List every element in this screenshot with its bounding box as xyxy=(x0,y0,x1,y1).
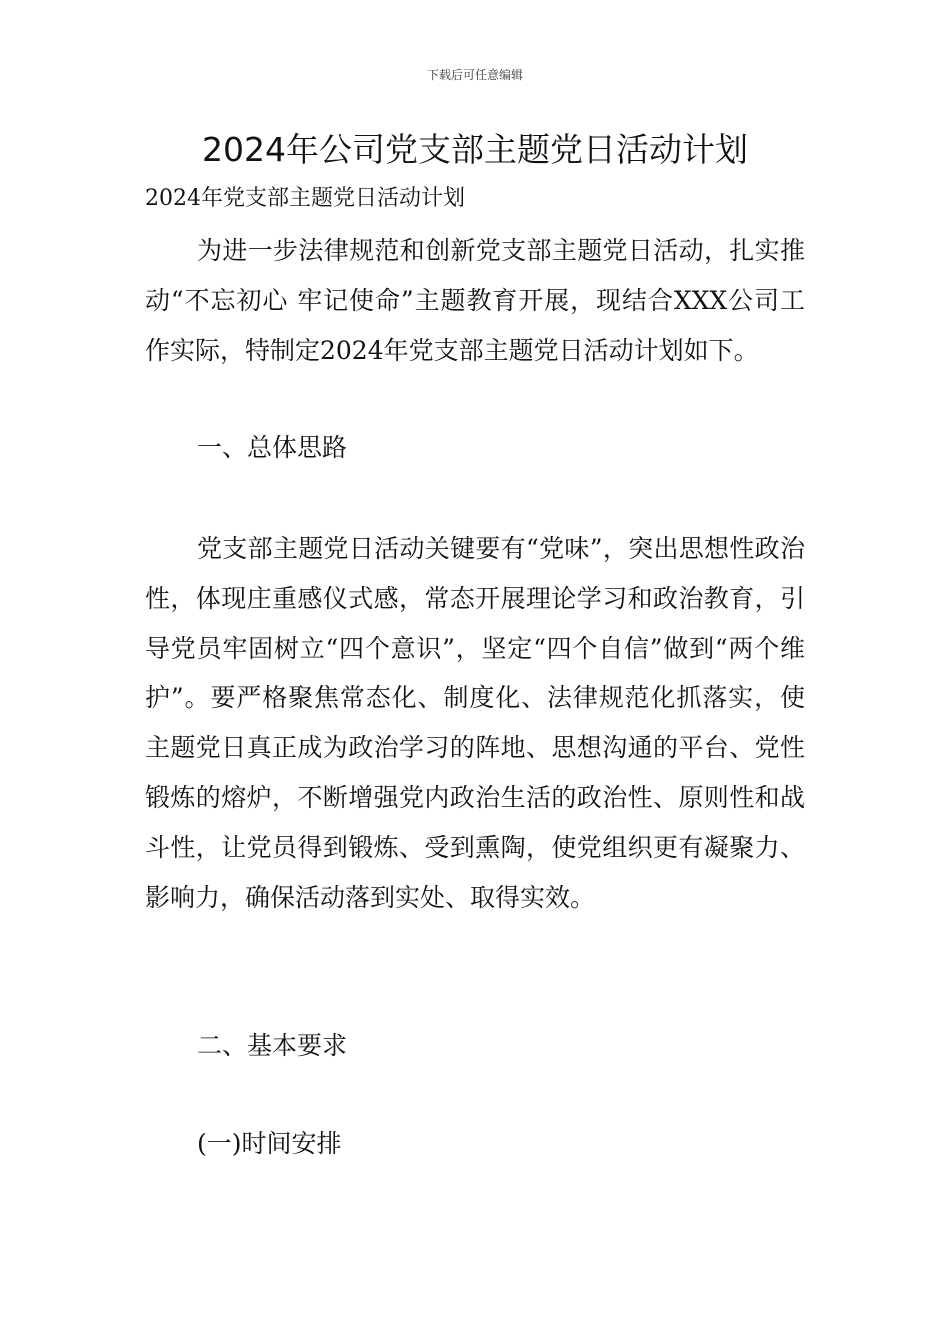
section-heading-basic-requirements: 二、基本要求 xyxy=(197,1031,348,1060)
document-subtitle: 2024年党支部主题党日活动计划 xyxy=(145,186,465,211)
section-body-overall-approach: 党支部主题党日活动关键要有“党味”，突出思想性政治性，体现庄重感仪式感，常态开展理论学习和政治教育，引导党员牢固树立“四个意识”，坚定“四个自信”做到“两个维护”。要严格聚焦常态化、制度化、法律规范化抓落实，使主题党日真正成为政治学习的阵地、思想沟通的平台、党性锻炼的熔炉，不断增强党内政治生活的政治性、原则性和战斗性，让党员得到锻炼、受到熏陶，使党组织更有凝聚力、影响力，确保活动落到实处、取得实效。 xyxy=(145,534,805,912)
header-note: 下载后可任意编辑 xyxy=(426,68,523,82)
intro-paragraph: 为进一步法律规范和创新党支部主题党日活动，扎实推动“不忘初心 牢记使命”主题教育开展，现结合XXX公司工作实际，特制定2024年党支部主题党日活动计划如下。 xyxy=(145,236,805,365)
section-heading-overall-approach: 一、总体思路 xyxy=(197,433,348,462)
subsection-heading-schedule: (一)时间安排 xyxy=(197,1129,342,1158)
document-title: 2024年公司党支部主题党日活动计划 xyxy=(202,130,748,169)
